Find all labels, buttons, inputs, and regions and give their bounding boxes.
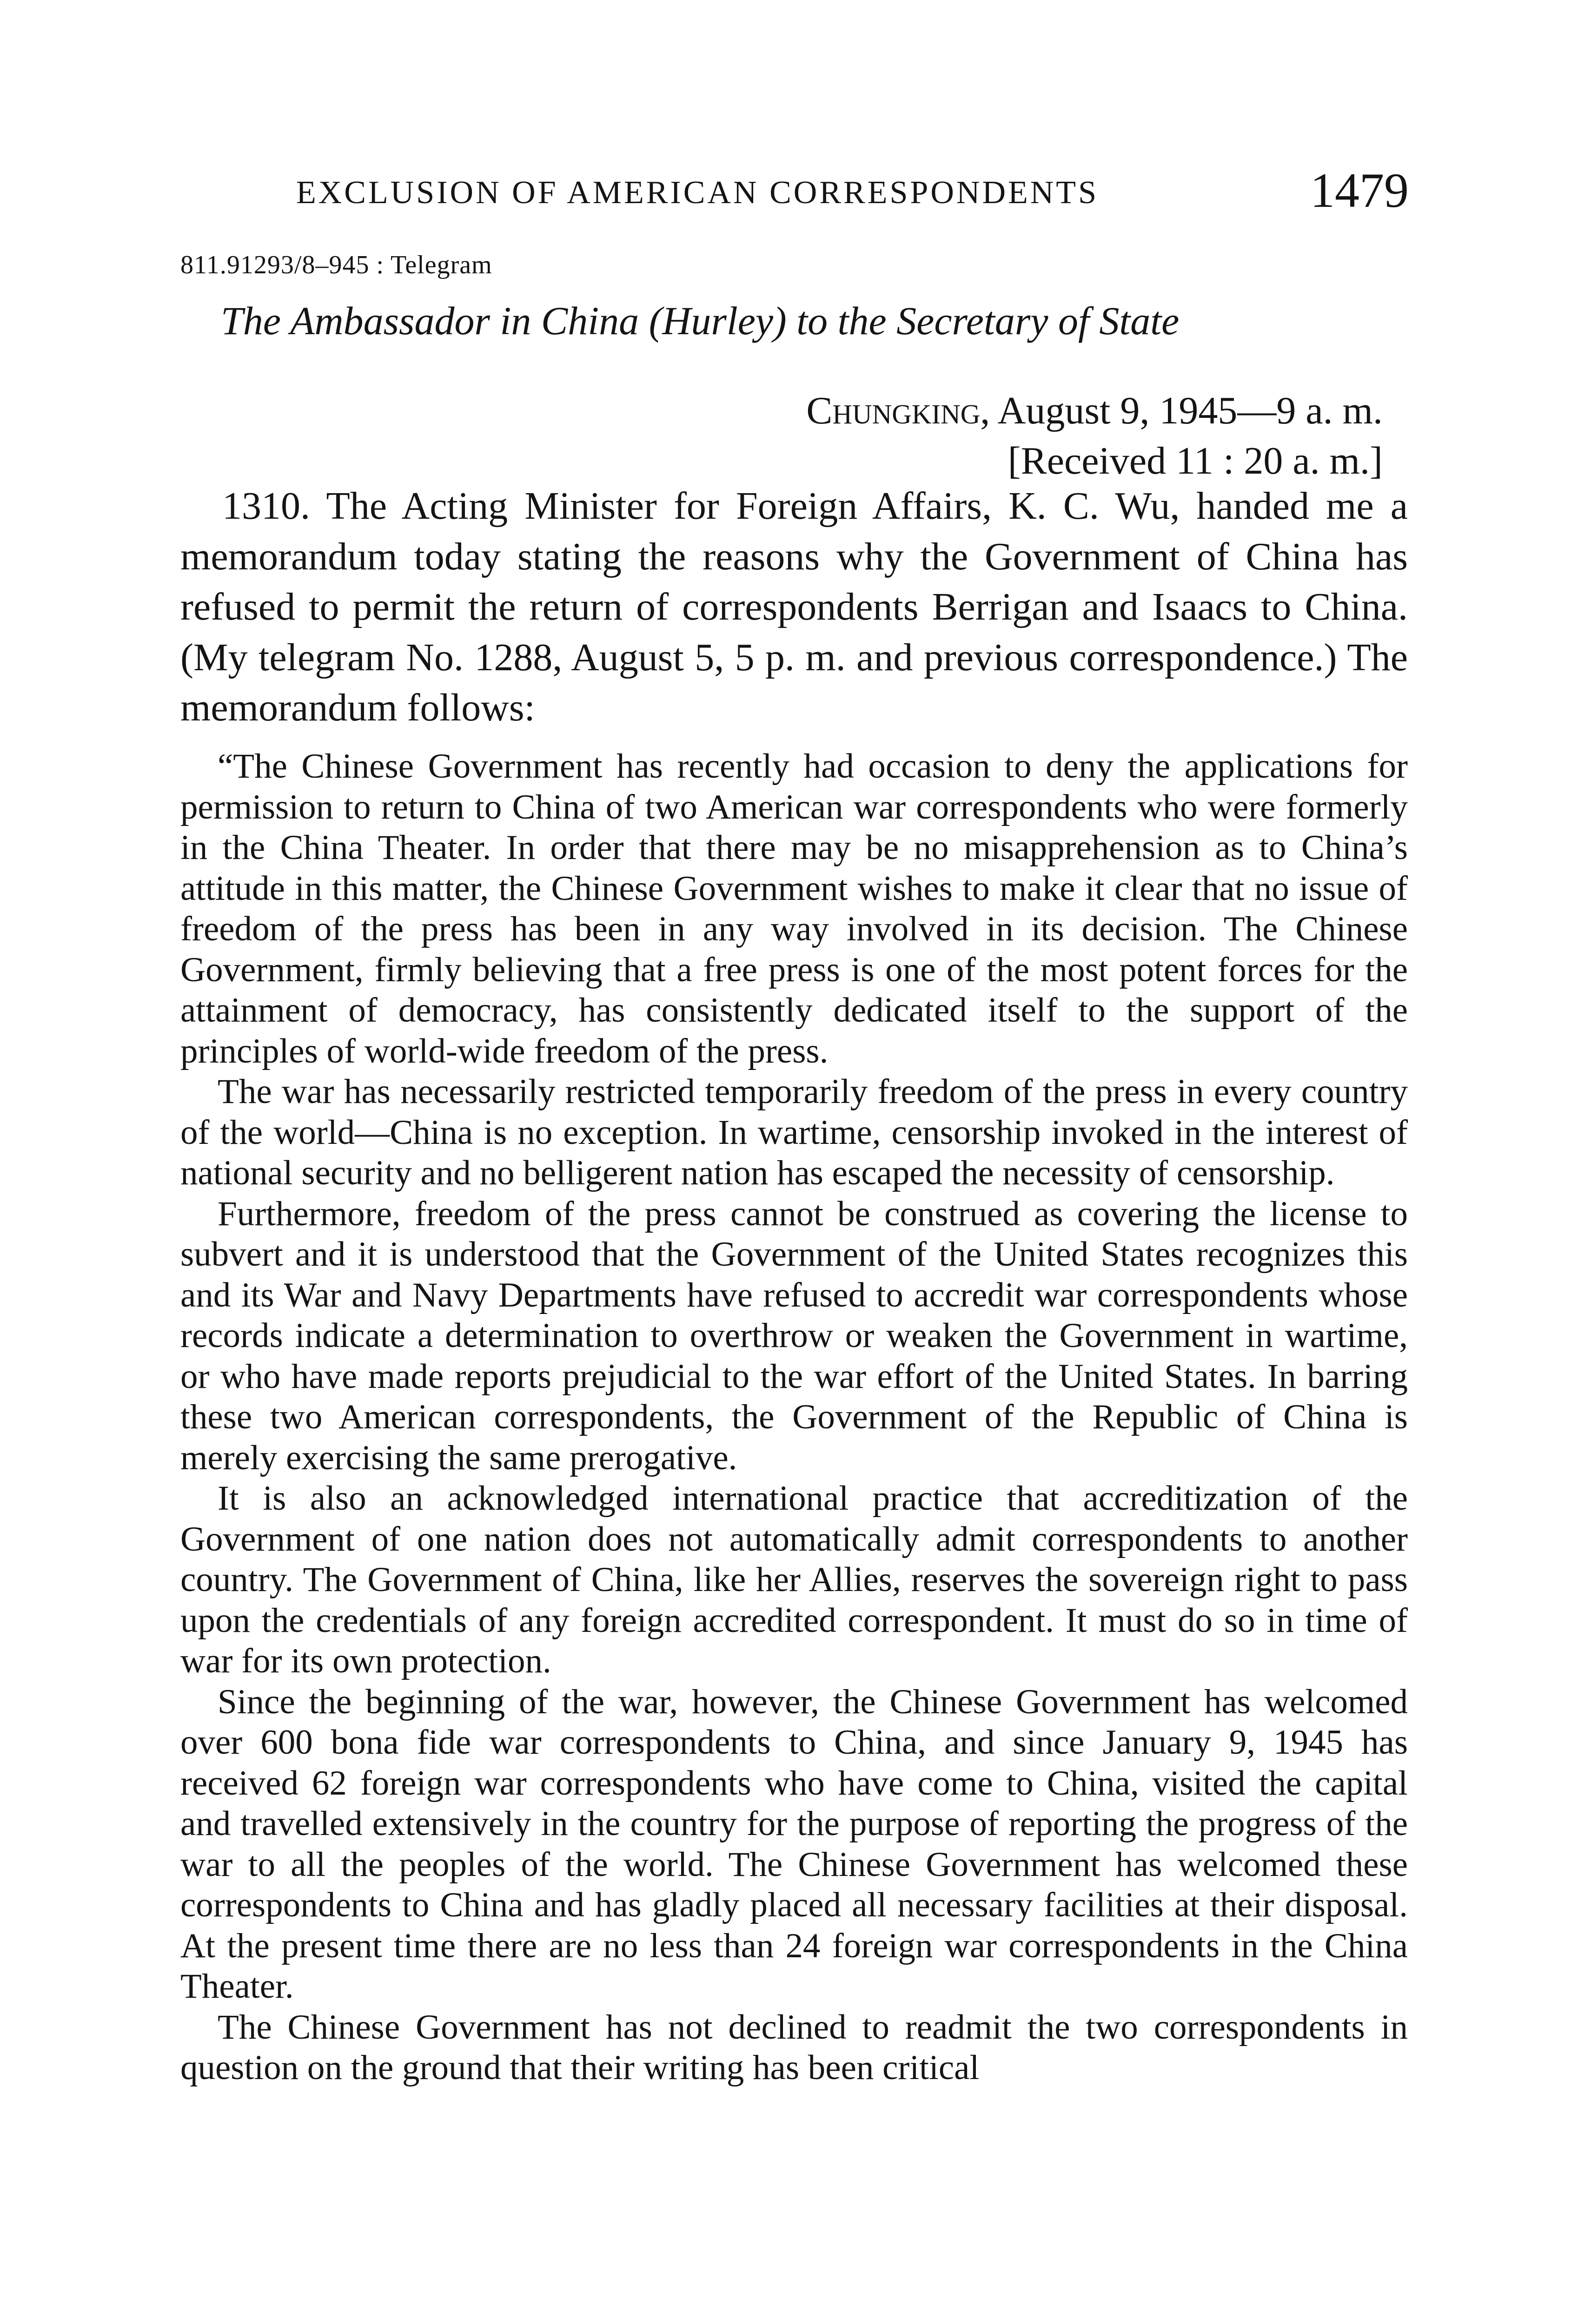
dateline-line xyxy=(806,386,1383,436)
running-head xyxy=(174,165,1409,221)
running-title: EXCLUSION OF AMERICAN CORRESPONDENTS xyxy=(296,175,1099,211)
dateline xyxy=(806,386,1383,486)
memorandum-paragraph: The war has necessarily restricted temporarily freedom of the press in every country of the world—China is no exception. In wartime, censorship invoked in the interest of national security and no belligerent nation has escaped the necessity of censorship. xyxy=(180,1072,1408,1192)
received-note: [Received 11 : 20 a. m.] xyxy=(1008,439,1383,482)
intro-text xyxy=(180,481,1408,733)
intro-paragraph: 1310. The Acting Minister for Foreign Affairs, K. C. Wu, handed me a memorandum today stating the reasons why the Government of China has refused to permit the return of correspondents Berrigan and Isaacs to China. (My telegram No. 1288, August 5, 5 p. m. and previous correspondence.) The memorandum follows: xyxy=(180,484,1408,729)
memorandum-paragraph: Furthermore, freedom of the press cannot be construed as covering the license to subvert and it is understood that the Government of the United States recognizes this and its War and Navy Departments have refused to accredit war correspondents whose records indicate a determination to overthrow or weaken the Government in wartime, or who have made reports prejudicial to the war effort of the United States. In barring these two American correspondents, the Government of the Republic of China is merely exercising the same prerogative. xyxy=(180,1194,1408,1477)
memorandum-text xyxy=(180,746,1408,2088)
memorandum-paragraph: Since the beginning of the war, however, the Chinese Government has welcomed over 600 bona fide war correspondents to China, and since January 9, 1945 has received 62 foreign war correspondents who have come to China, visited the capital and travelled extensively in the country for the purpose of reporting the progress of the war to all the peoples of the world. The Chinese Government has welcomed these correspondents to China and has gladly placed all necessary facilities at their disposal. At the present time there are no less than 24 foreign war correspondents in the China Theater. xyxy=(180,1682,1408,2006)
file-number: 811.91293/8–945 : Telegram xyxy=(180,251,492,279)
memorandum-paragraph: “The Chinese Government has recently had occasion to deny the applications for permission to return to China of two American war correspondents who were formerly in the China Theater. In order that there may be no misapprehension as to China’s attitude in this matter, the Chinese Government wishes to make it clear that no issue of freedom of the press has been in any way involved in its decision. The Chinese Government, firmly believing that a free press is one of the most potent forces for the attainment of democracy, has consistently dedicated itself to the support of the principles of world-wide freedom of the press. xyxy=(180,747,1408,1070)
memorandum-paragraph: It is also an acknowledged international practice that accreditization of the Government of one nation does not automatically admit correspondents to another country. The Government of China, like her Allies, reserves the sovereign right to pass upon the credentials of any foreign accredited correspondent. It must do so in time of war for its own protection. xyxy=(180,1479,1408,1680)
memorandum-paragraph: The Chinese Government has not declined to readmit the two correspondents in question on the ground that their writing has been critical xyxy=(180,2007,1408,2087)
dateline-date: August 9, 1945—9 a. m. xyxy=(990,389,1383,432)
document-title: The Ambassador in China (Hurley) to the Secretary of State xyxy=(221,298,1180,343)
page-number: 1479 xyxy=(1310,163,1409,218)
dateline-place: Chungking, xyxy=(806,389,990,432)
